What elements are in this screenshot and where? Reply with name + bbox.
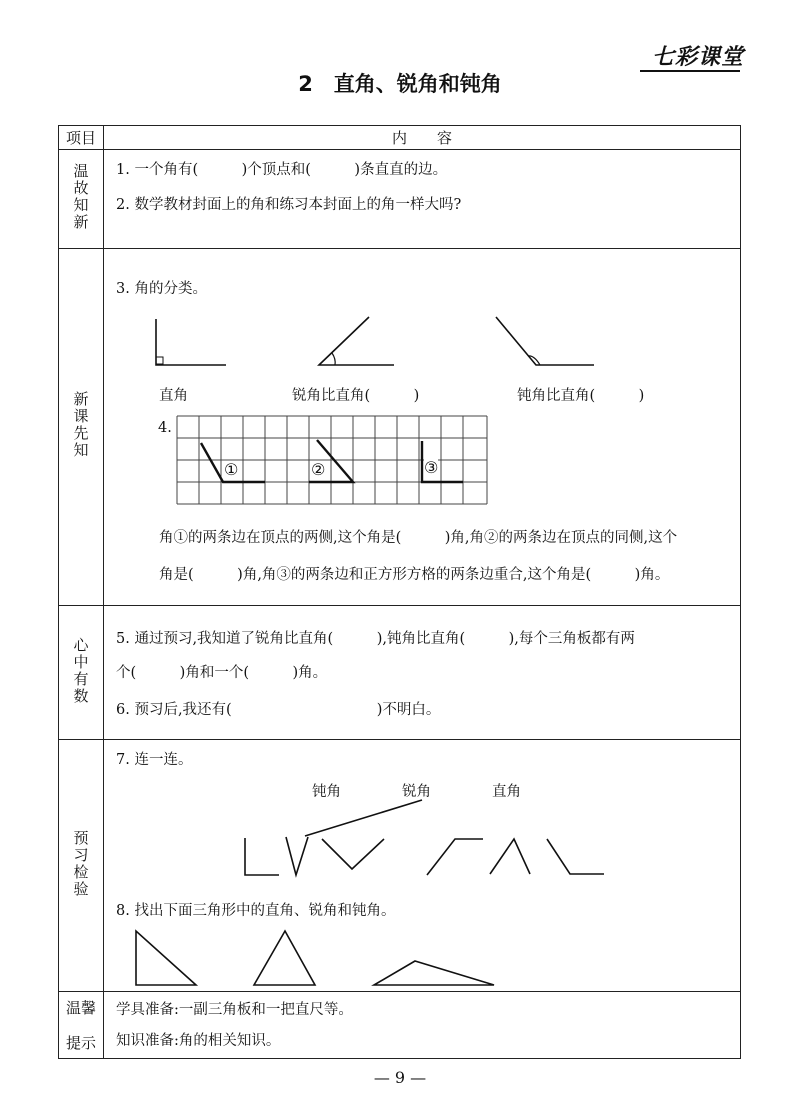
tip-tools: 学具准备:一副三角板和一把直尺等。 xyxy=(116,1002,353,1018)
section-review xyxy=(104,150,741,249)
header-item: 项目 xyxy=(65,129,96,147)
match-word-acute: 锐角 xyxy=(402,784,431,800)
question-5-line-1: 5. 通过预习,我知道了锐角比直角( ),钝角比直角( ),每个三角板都有两 xyxy=(116,631,635,647)
header-content-cell xyxy=(104,126,741,150)
section-label-tips-2: 提示 xyxy=(65,1034,96,1052)
question-6: 6. 预习后,我还有( )不明白。 xyxy=(116,702,441,718)
grid-label-1: ① xyxy=(224,460,239,479)
right-angle-mark xyxy=(156,357,163,364)
question-2: 2. 数学教材封面上的角和练习本封面上的角一样大吗? xyxy=(116,197,462,213)
label-obtuse: 钝角比直角( ) xyxy=(517,388,645,404)
question-4-number: 4. xyxy=(158,420,172,436)
triangles xyxy=(104,740,740,992)
acute-arc xyxy=(332,353,335,365)
worksheet-table xyxy=(58,125,741,1059)
triangle-right xyxy=(136,931,196,985)
question-5-line-2: 个( )角和一个( )角。 xyxy=(116,665,328,681)
section-tips xyxy=(104,992,741,1059)
page-title: 2 直角、锐角和钝角 xyxy=(298,72,502,96)
grid-label-3: ③ xyxy=(424,458,439,477)
tip-knowledge: 知识准备:角的相关知识。 xyxy=(116,1033,281,1049)
triangle-obtuse xyxy=(374,961,494,985)
header-content: 内 容 xyxy=(391,129,452,147)
grid-label-2: ② xyxy=(311,460,326,479)
section-preview xyxy=(104,249,741,606)
brand-logo: 七彩课堂 xyxy=(651,45,744,70)
right-angle-figure xyxy=(156,319,226,365)
obtuse-angle-figure xyxy=(496,317,594,365)
section-label-check: 预习检验 xyxy=(71,829,90,898)
acute-angle-figure xyxy=(319,317,394,365)
match-word-obtuse: 钝角 xyxy=(312,784,341,800)
label-acute: 锐角比直角( ) xyxy=(292,388,420,404)
question-1: 1. 一个角有( )个顶点和( )条直直的边。 xyxy=(116,162,448,178)
question-8: 8. 找出下面三角形中的直角、锐角和钝角。 xyxy=(116,903,396,919)
match-word-right: 直角 xyxy=(492,784,521,800)
question-4-line-2: 角是( )角,角③的两条边和正方形方格的两条边重合,这个角是( )角。 xyxy=(159,567,670,583)
section-summary xyxy=(104,606,741,740)
section-label-summary-cell xyxy=(59,606,104,740)
section-check xyxy=(104,740,741,992)
section-label-summary: 心中有数 xyxy=(71,636,90,705)
section-label-tips-cell xyxy=(59,992,104,1059)
section-label-review: 温故知新 xyxy=(71,163,90,231)
triangle-acute xyxy=(254,931,315,985)
section-label-tips-1: 温馨 xyxy=(65,999,96,1017)
angle-figures xyxy=(104,249,740,606)
question-3: 3. 角的分类。 xyxy=(116,281,207,297)
section-label-preview-cell xyxy=(59,249,104,606)
header-item-cell xyxy=(59,126,104,150)
question-4-line-1: 角①的两条边在顶点的两侧,这个角是( )角,角②的两条边在顶点的同侧,这个 xyxy=(159,530,678,546)
label-right-angle: 直角 xyxy=(159,388,188,404)
section-label-review-cell xyxy=(59,150,104,249)
section-label-preview: 新课先知 xyxy=(71,391,90,459)
question-7: 7. 连一连。 xyxy=(116,752,193,768)
section-label-check-cell xyxy=(59,740,104,992)
page-number: — 9 — xyxy=(373,1068,427,1087)
